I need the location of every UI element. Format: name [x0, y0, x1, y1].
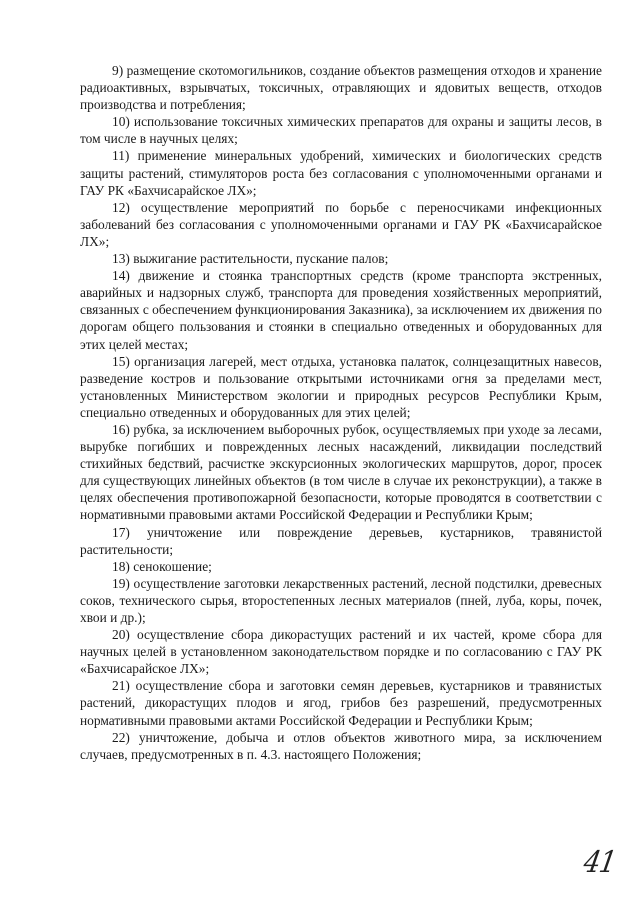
document-body — [80, 62, 602, 763]
handwritten-page-number: 41 — [580, 845, 619, 881]
paragraph-item-10: 10) использование токсичных химических препаратов для охраны и защиты лесов, в том числе в научных целях; — [80, 114, 602, 147]
paragraph-item-21: 21) осуществление сбора и заготовки семян деревьев, кустарников и травянистых растений, дикорастущих плодов и ягод, грибов без разрешений, предусмотренных нормативными правовыми актами Российской Федерации и Республики Крым; — [80, 678, 602, 728]
paragraph-item-12: 12) осуществление мероприятий по борьбе с переносчиками инфекционных заболеваний без согласования с уполномоченными органами и ГАУ РК «Бахчисарайское ЛХ»; — [80, 199, 602, 249]
paragraph-item-15: 15) организация лагерей, мест отдыха, установка палаток, солнцезащитных навесов, разведение костров и пользование открытыми источниками огня за пределами мест, установленных Министерством экологии и природных ресурсов Республики Крым, специально отведенных и оборудованных для этих целей; — [80, 353, 602, 420]
paragraph-item-19: 19) осуществление заготовки лекарственных растений, лесной подстилки, древесных соков, технического сырья, второстепенных лесных материалов (пней, луба, коры, почек, хвои и др.); — [80, 575, 602, 625]
paragraph-item-13: 13) выжигание растительности, пускание палов; — [112, 251, 389, 267]
paragraph-item-11: 11) применение минеральных удобрений, химических и биологических средств защиты растений, стимуляторов роста без согласования с уполномоченными органами и ГАУ РК «Бахчисарайское ЛХ»; — [80, 148, 602, 198]
paragraph-item-9: 9) размещение скотомогильников, создание объектов размещения отходов и хранение радиоактивных, взрывчатых, токсичных, отравляющих и ядовитых веществ, отходов производства и потребления; — [80, 63, 602, 113]
paragraph-item-22: 22) уничтожение, добыча и отлов объектов животного мира, за исключением случаев, предусмотренных в п. 4.3. настоящего Положения; — [80, 729, 602, 762]
paragraph-item-16: 16) рубка, за исключением выборочных рубок, осуществляемых при уходе за лесами, вырубке погибших и поврежденных лесных насаждений, ликвидации последствий стихийных бедствий, расчистке экскурсионных экологических маршрутов, дорог, просек для существующих линейных объектов (в том числе в случае их реконструкции), а также в целях обеспечения противопожарной безопасности, которые проводятся в соответствии с нормативными правовыми актами Российской Федерации и Республики Крым; — [80, 421, 602, 523]
paragraph-item-18: 18) сенокошение; — [112, 558, 212, 574]
paragraph-item-20: 20) осуществление сбора дикорастущих растений и их частей, кроме сбора для научных целей в установленном законодательством порядке и по согласованию с ГАУ РК «Бахчисарайское ЛХ»; — [80, 627, 602, 677]
paragraph-item-14: 14) движение и стоянка транспортных средств (кроме транспорта экстренных, аварийных и надзорных служб, транспорта для проведения хозяйственных мероприятий, связанных с обеспечением функционирования Заказника), за исключением их движения по дорогам общего пользования и стоянки в специально отведенных и оборудованных для этих целей местах; — [80, 268, 602, 352]
paragraph-item-17: 17) уничтожение или повреждение деревьев, кустарников, травянистой растительности; — [80, 524, 602, 557]
